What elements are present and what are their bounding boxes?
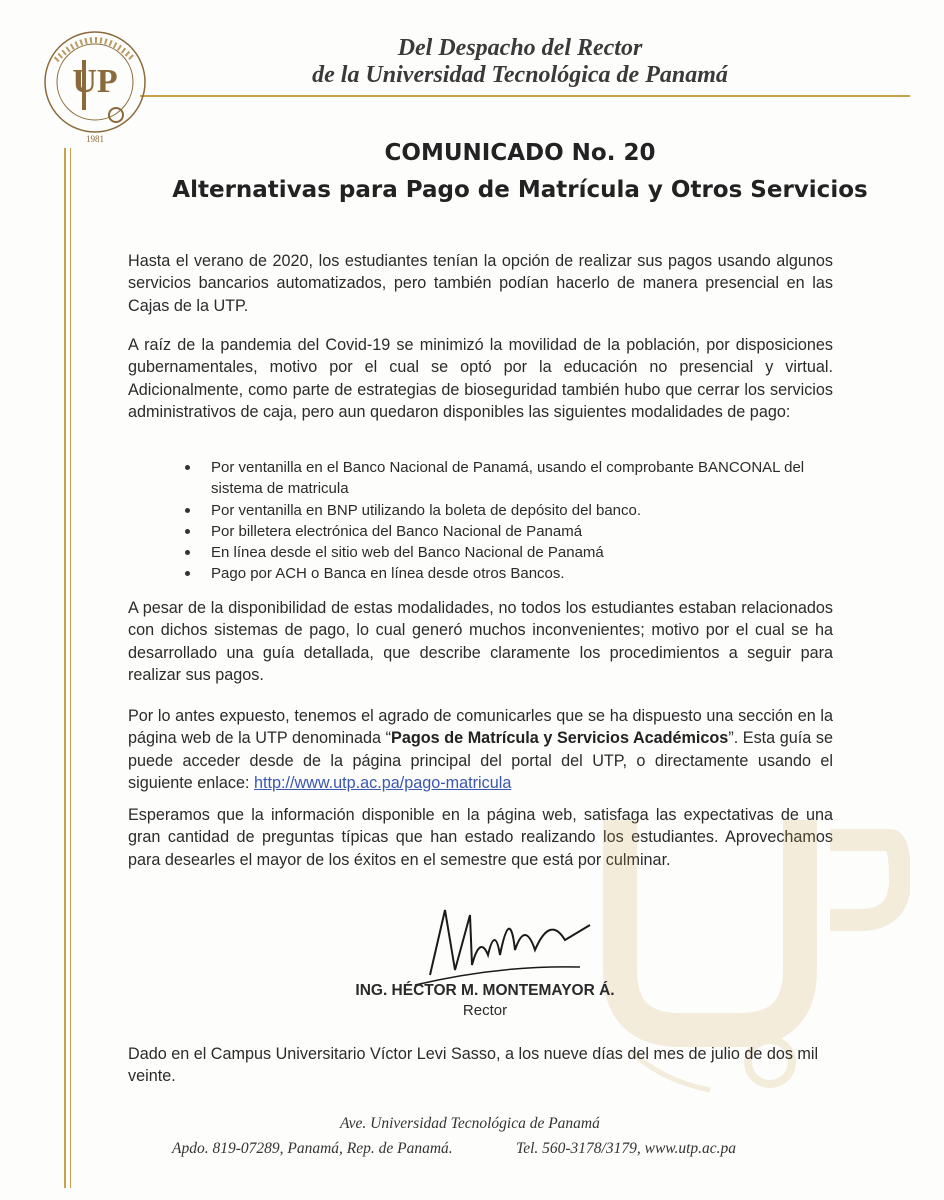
header-university-line: de la Universidad Tecnológica de Panamá: [312, 62, 728, 88]
list-item: Por ventanilla en BNP utilizando la boleta de depósito del banco.: [128, 500, 828, 521]
paragraph-4: [128, 705, 833, 795]
list-item: Por billetera electrónica del Banco Nacional de Panamá: [128, 521, 828, 542]
paragraph-3: A pesar de la disponibilidad de estas modalidades, no todos los estudiantes estaban relacionados con dichos sistemas de pago, lo cual generó muchos inconvenientes; motivo por el cual se ha desarrollado una guía detallada, que describe claramente los procedimientos a seguir para realizar sus pagos.: [128, 599, 833, 685]
header-gold-rule: [140, 95, 910, 97]
signer-role: Rector: [462, 1002, 508, 1019]
left-gold-rule: [64, 148, 66, 1188]
utp-seal-logo-icon: [36, 20, 154, 150]
footer-po-box: Apdo. 819-07289, Panamá, Rep. de Panamá.: [172, 1140, 453, 1157]
payment-guide-link[interactable]: http://www.utp.ac.pa/pago-matricula: [254, 774, 512, 793]
header-office-line: Del Despacho del Rector: [397, 35, 643, 61]
payment-methods-list: [128, 457, 828, 585]
communique-number: COMUNICADO No. 20: [384, 140, 656, 166]
signer-name: ING. HÉCTOR M. MONTEMAYOR Á.: [355, 982, 615, 999]
paragraph-1: Hasta el verano de 2020, los estudiantes tenían la opción de realizar sus pagos usando algunos servicios bancarios automatizados, pero también podían hacerlo de manera presencial en las Cajas de la UTP.: [128, 252, 833, 315]
footer-address-line: Ave. Universidad Tecnológica de Panamá: [340, 1115, 600, 1132]
paragraph-4-text-b: ”. Esta guía se puede acceder desde de la página principal del portal del UTP, o directamente usando el siguiente enlace:: [128, 729, 833, 793]
logo-letters: UP: [72, 63, 118, 100]
list-item: Pago por ACH o Banca en línea desde otros Bancos.: [128, 563, 828, 584]
rector-signature-icon: [400, 895, 600, 990]
list-item: En línea desde el sitio web del Banco Nacional de Panamá: [128, 542, 828, 563]
paragraph-2: A raíz de la pandemia del Covid-19 se minimizó la movilidad de la población, por disposiciones gubernamentales, motivo por el cual se optó por la educación no presencial y virtual. Adicionalmente, como parte de estrategias de bioseguridad también hubo que cerrar los servicios administrativos de caja, pero aun quedaron disponibles las siguientes modalidades de pago:: [128, 336, 833, 422]
list-item: Por ventanilla en el Banco Nacional de Panamá, usando el comprobante BANCONAL del sistema de matricula: [128, 457, 828, 500]
paragraph-4-text-a: Por lo antes expuesto, tenemos el agrado de comunicarles que se ha dispuesto una sección en la página web de la UTP denominada “: [128, 707, 833, 748]
communique-subject: Alternativas para Pago de Matrícula y Otros Servicios: [172, 177, 868, 203]
footer-contact: Tel. 560-3178/3179, www.utp.ac.pa: [516, 1140, 737, 1157]
left-gold-rule-thin: [70, 148, 71, 1188]
date-place-statement: Dado en el Campus Universitario Víctor Levi Sasso, a los nueve días del mes de julio de dos mil veinte.: [128, 1045, 819, 1086]
paragraph-5: Esperamos que la información disponible en la página web, satisfaga las expectativas de una gran cantidad de preguntas típicas que han estado realizando los estudiantes. Aprovechamos para desearles el mayor de los éxitos en el semestre que está por culminar.: [128, 806, 833, 869]
section-name-bold: Pagos de Matrícula y Servicios Académicos: [391, 729, 729, 748]
logo-year: 1981: [86, 134, 104, 144]
